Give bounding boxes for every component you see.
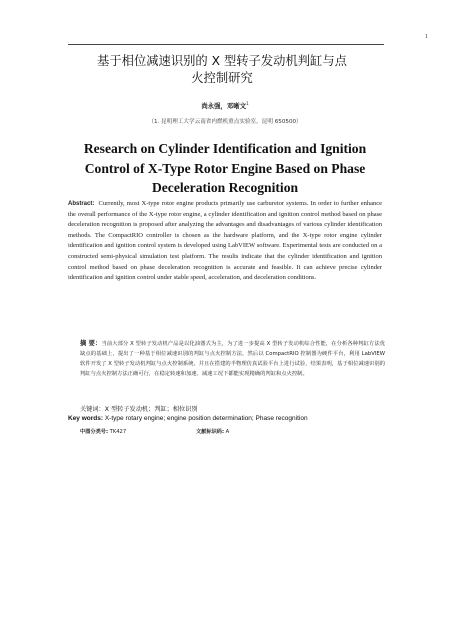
- chinese-keywords-text: X 型转子发动机；判缸；相位识别: [104, 406, 198, 413]
- chinese-affiliation: （1. 昆明理工大学云南省内燃机重点实验室，昆明 650500）: [148, 119, 302, 125]
- english-title-line-2: Control of X-Type Rotor Engine Based on Phase: [84, 160, 366, 176]
- document-code-value: A: [225, 429, 230, 435]
- clc-number: [80, 429, 126, 435]
- english-keywords-label: Key words:: [68, 415, 104, 422]
- clc-label: 中图分类号:: [80, 429, 109, 435]
- english-abstract: [68, 199, 382, 284]
- header-rule: [68, 44, 384, 45]
- author-names: 尚永强，邓晰文: [201, 102, 247, 111]
- english-keywords-text: X-type rotary engine; engine position determination; Phase recognition: [104, 415, 308, 422]
- chinese-abstract-label: 摘 要：: [80, 340, 102, 347]
- classification-row: [80, 428, 320, 435]
- document-code: [196, 428, 229, 435]
- english-title-line-3: Deceleration Recognition: [151, 180, 299, 195]
- chinese-keywords: [80, 404, 385, 413]
- abstract-label: Abstract:: [68, 201, 95, 207]
- clc-value: TK427: [109, 429, 127, 435]
- chinese-abstract: [80, 339, 385, 379]
- chinese-title-line-2: 火控制研究: [191, 71, 253, 85]
- chinese-abstract-text: 当前大部分 X 型转子发动机产品是以化油器式为主，为了进一步提高 X 型转子发动机综合性能，在分析各种判缸方法优缺点的基础上，提出了一种基于相位减速识别的判缸与点火控制方法，然后以 CompactRIO 控制器为硬件平台，利用 LabVIEW 软件开发了 X 型转子发动机判缸与点火控制系统，并且在搭建的半物理仿真试验平台上进行试验，结果表明，基于相位减速识别的判缸与点火控制方法正确可行，在稳定转速和加速、减速工况下都能实现精确的判缸和点火控制。: [80, 341, 386, 378]
- english-title-line-1: Research on Cylinder Identification and Ignition: [83, 141, 367, 156]
- chinese-title-line-1: 基于相位减速识别的 X 型转子发动机判缸与点: [97, 54, 347, 68]
- author-affiliation-mark: 1: [246, 101, 249, 106]
- chinese-keywords-label: 关键词：: [80, 406, 105, 413]
- page-number: 1: [425, 34, 428, 40]
- abstract-text: Currently, most X-type rotor engine products primarily use carburetor systems. In order to further enhance the overall performance of the X-type rotor engine, a cylinder identification and ignition control method based on phase deceleration recognition is proposed after analyzing the advantages and disadvantages of various cylinder identification methods. The CompactRIO controller is chosen as the hardware platform, and the X-type rotor engine cylinder identification and ignition control system is developed using LabVIEW software. Experimental tests are conducted on a constructed semi-physical simulation test platform. The results indicate that the cylinder identification and ignition control method based on phase deceleration recognition is accurate and feasible. It can achieve precise cylinder identification and ignition control under stable speed, acceleration, and deceleration conditions.: [68, 200, 383, 282]
- chinese-title: [62, 53, 382, 87]
- english-title: [60, 139, 390, 198]
- document-code-label: 文献标识码:: [196, 429, 225, 435]
- english-keywords: [68, 415, 388, 422]
- chinese-authors: [60, 101, 390, 110]
